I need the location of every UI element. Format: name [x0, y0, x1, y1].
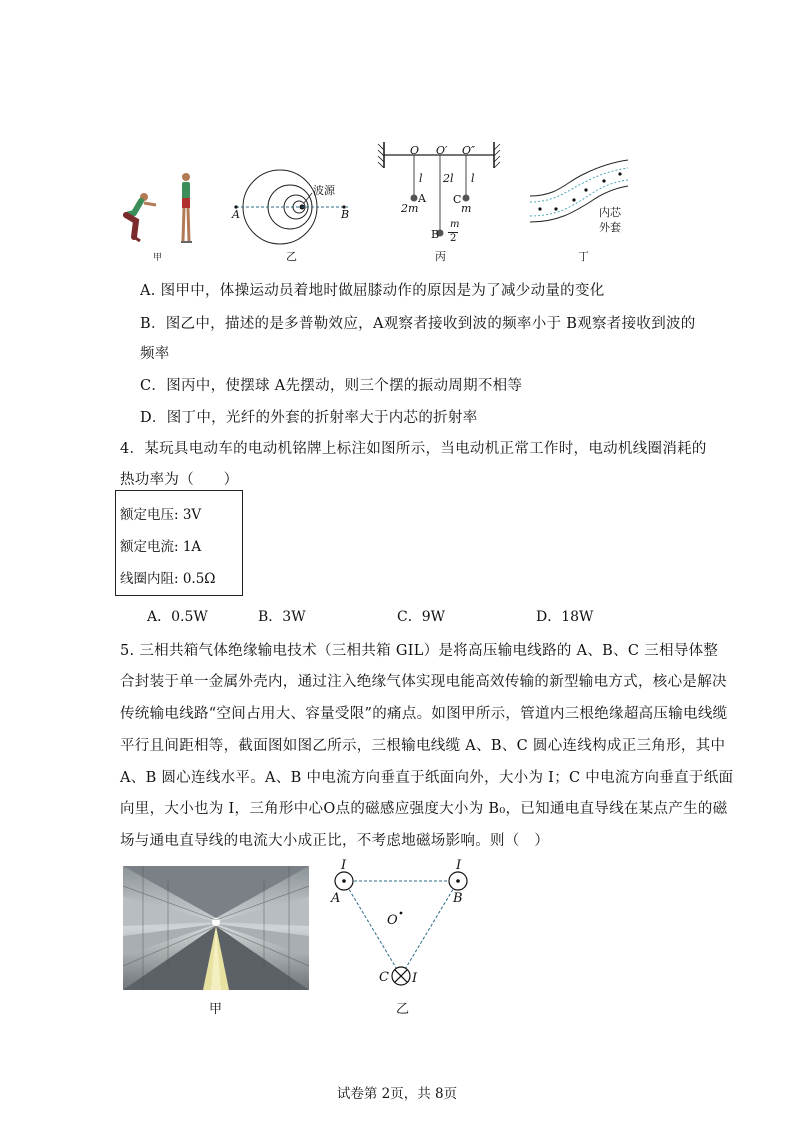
yi-point-a-label: A [232, 208, 240, 221]
q5-stem-line3: 传统输电线路“空间占用大、容量受限”的痛点。如图甲所示，管道内三根绝缘超高压输电线缆 [120, 706, 728, 722]
bing-o2-label: O″ [462, 144, 476, 157]
q5-stem-line7: 场与通电直导线的电流大小成正比，不考虑地磁场影响。则（ ） [120, 833, 550, 849]
cable-c-label: C [379, 970, 389, 985]
bing-ball-b-label: B [431, 228, 440, 241]
cable-b-label: B [453, 891, 463, 906]
bing-ball-c-label: C [453, 193, 462, 206]
q5-stem-line2: 合封装于单一金属外壳内，通过注入绝缘气体实现电能高效传输的新型输电方式，核心是解决 [120, 674, 727, 690]
q4-stem-line1: 4．某玩具电动车的电动机铭牌上标注如图所示，当电动机正常工作时，电动机线圈消耗的 [120, 441, 707, 457]
cable-a-label: A [331, 891, 341, 906]
q4-option-c: C．9W [397, 609, 446, 625]
bing-o-label: O [410, 144, 420, 157]
figure-gil-tunnel-photo [123, 866, 309, 990]
q4-stem-line2: 热功率为（ ） [120, 472, 239, 488]
center-o-label: O [387, 913, 398, 928]
nameplate-current: 额定电流: 1A [120, 539, 202, 555]
fiber-core-label: 内芯 [599, 206, 621, 219]
bing-mass-2m: 2m [401, 202, 419, 215]
motor-nameplate [115, 490, 243, 596]
figure-ding-label: 丁 [578, 250, 589, 263]
q3-option-b-line2: 频率 [140, 346, 170, 362]
page-footer: 试卷第 2页，共 8页 [336, 1086, 458, 1102]
figure-yi-triangle [328, 856, 478, 991]
figure-bing-label: 丙 [435, 250, 446, 263]
wave-source-label: 波源 [313, 184, 335, 197]
q4-option-b: B．3W [258, 609, 306, 625]
bing-length-l2: l [471, 172, 475, 185]
q3-option-c: C．图丙中，使摆球 A先摆动，则三个摆的振动周期不相等 [140, 378, 523, 394]
bing-o1-label: O′ [436, 144, 448, 157]
q5-stem-line1: 5. 三相共箱气体绝缘输电技术（三相共箱 GIL）是将高压输电线路的 A、B、C 三相导体整 [120, 643, 719, 659]
figure-yi-doppler [228, 165, 363, 245]
q3-option-b-line1: B．图乙中，描述的是多普勒效应，A观察者接收到波的频率小于 B观察者接收到波的 [140, 316, 696, 332]
bing-mass-m-numerator: m [450, 219, 460, 230]
figure-jia-label: 甲 [153, 253, 163, 263]
cable-a-current-label: I [341, 858, 347, 873]
bing-length-2l: 2l [443, 172, 454, 185]
q5-stem-line4: 平行且间距相等，截面图如图乙所示，三根输电线缆 A、B、C 圆心连线构成正三角形，其中 [120, 738, 726, 754]
q5-stem-line6: 向里，大小也为 I，三角形中心O点的磁感应强度大小为 B₀，已知通电直导线在某点产生的磁 [120, 801, 728, 817]
cable-b-current-label: I [456, 858, 462, 873]
fiber-cladding-label: 外套 [599, 221, 621, 234]
q4-option-d: D．18W [536, 609, 594, 625]
nameplate-resistance: 线圈内阻: 0.5Ω [120, 571, 216, 587]
figure-yi-label: 乙 [286, 250, 297, 263]
figure-yi-caption: 乙 [396, 1002, 410, 1017]
bing-ball-a-label: A [418, 192, 426, 205]
q3-option-d: D．图丁中，光纤的外套的折射率大于内芯的折射率 [140, 410, 478, 426]
nameplate-voltage: 额定电压: 3V [120, 507, 202, 523]
bing-mass-m: m [461, 202, 472, 215]
bing-length-l1: l [419, 172, 423, 185]
q5-stem-line5: A、B 圆心连线水平。A、B 中电流方向垂直于纸面向外，大小为 I；C 中电流方向垂直于纸面 [120, 770, 734, 786]
q4-option-a: A．0.5W [147, 609, 208, 625]
bing-mass-m-denominator: 2 [450, 233, 457, 244]
figure-jia-caption: 甲 [209, 1002, 223, 1017]
q3-option-a: A. 图甲中，体操运动员着地时做屈膝动作的原因是为了减少动量的变化 [140, 283, 605, 299]
yi-point-b-label: B [341, 208, 350, 221]
cable-c-current-label: I [412, 971, 418, 986]
